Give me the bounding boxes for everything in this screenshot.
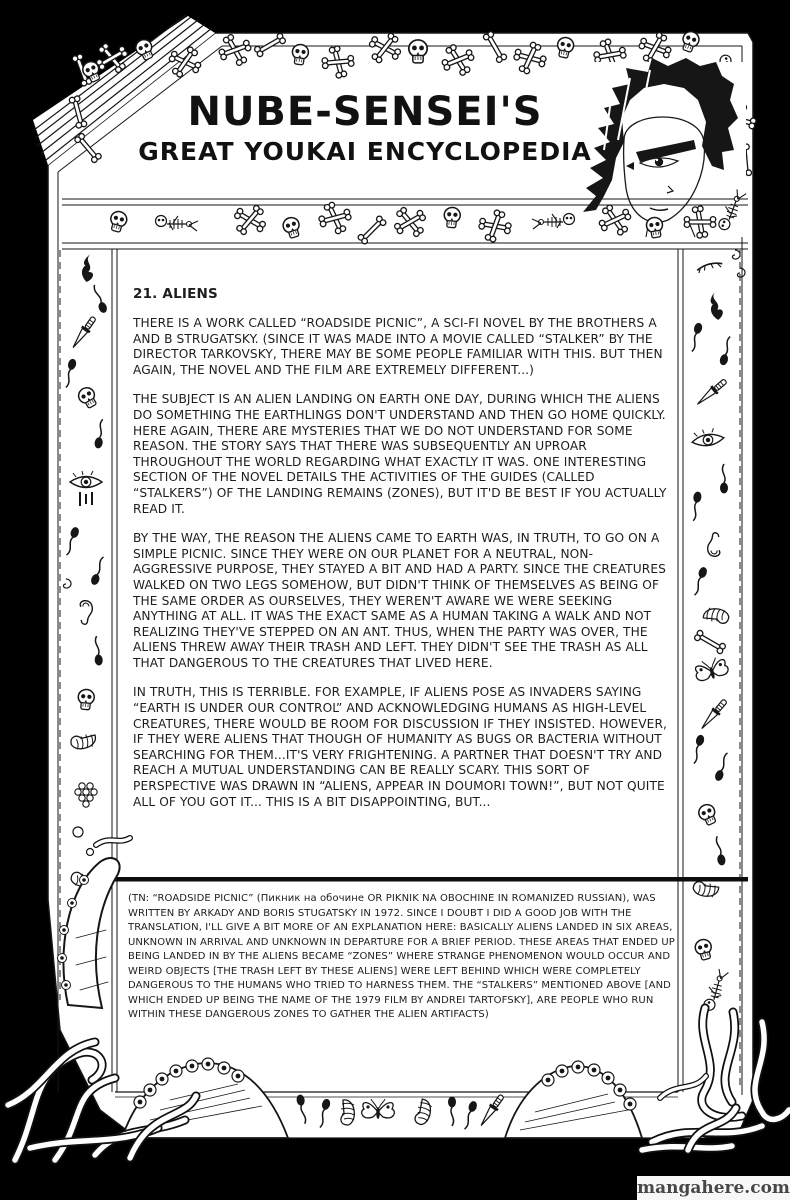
article-body: [133, 286, 669, 824]
article-paragraph: IN TRUTH, THIS IS TERRIBLE. FOR EXAMPLE, IF ALIENS POSE AS INVADERS SAYING “EARTH IS UNDER OUR CONTROL” AND ACKNOWLEDGING HUMANS AS HIGH-LEVEL CREATURES, THERE WOULD BE ROOM FOR DISCUSSION IF THEY INSISTED. HOWEVER, IF THEY WERE ALIENS THAT THOUGH OF HUMANITY AS BUGS OR BACTERIA WITHOUT SEARCHING FOR THEM...IT'S VERY FRIGHTENING. A PARTNER THAT DOESN'T TRY AND REACH A MUTUAL UNDERSTANDING CAN BE REALLY SCARY. THIS SORT OF PERSPECTIVE WAS DRAWN IN “ALIENS, APPEAR IN DOUMORI TOWN!”, BUT NOT QUITE ALL OF YOU GOT IT... THIS IS A BIT DISAPPOINTING, BUT...: [133, 685, 668, 809]
article-paragraph: THE SUBJECT IS AN ALIEN LANDING ON EARTH ONE DAY, DURING WHICH THE ALIENS DO SOMETHING THE EARTHLINGS DON'T UNDERSTAND AND THEN GO HOME QUICKLY. HERE AGAIN, THERE ARE MYSTERIES THAT WE DO NOT UNDERSTAND FOR SOME REASON. THE STORY SAYS THAT THERE WAS SUBSEQUENTLY AN UPROAR THROUGHOUT THE WORLD REGARDING WHAT EXACTLY IT WAS. ONE INTERESTING SECTION OF THE NOVEL DETAILS THE ACTIVITIES OF THE GUIDES (CALLED “STALKERS”) OF THE LANDING REMAINS (ZONES), BUT IT'D BE BEST IF YOU ACTUALLY READ IT.: [133, 392, 667, 516]
article-paragraph: THERE IS A WORK CALLED “ROADSIDE PICNIC”, A SCI-FI NOVEL BY THE BROTHERS A AND B STRUGATSKY. (SINCE IT WAS MADE INTO A MOVIE CALLED “STALKER” BY THE DIRECTOR TARKOVSKY, THERE MAY BE SOME PEOPLE FAMILIAR WITH THIS. BUT THEN AGAIN, THE NOVEL AND THE FILM ARE EXTREMELY DIFFERENT...): [133, 316, 663, 377]
article-paragraph: BY THE WAY, THE REASON THE ALIENS CAME TO EARTH WAS, IN TRUTH, TO GO ON A SIMPLE PICNIC. SINCE THEY WERE ON OUR PLANET FOR A NEUTRAL, NON-AGGRESSIVE PURPOSE, THEY STAYED A BIT AND HAD A PARTY. SINCE THE CREATURES WALKED ON TWO LEGS SOMEHOW, BUT DIDN'T THINK OF THEMSELVES AS BEING OF THE SAME ORDER AS OURSELVES, THEY WEREN'T AWARE WE WERE SEEKING ANYTHING AT ALL. IT WAS THE EXACT SAME AS A HUMAN TAKING A WALK AND NOT REALIZING THEY'VE STEPPED ON AN ANT. THUS, WHEN THE PARTY WAS OVER, THE ALIENS THREW AWAY THEIR TRASH AND LEFT. THEY DIDN'T SEE THE TRASH AS ALL THAT DANGEROUS TO THE CREATURES THAT LIVED HERE.: [133, 531, 666, 670]
encyclopedia-header: [110, 90, 620, 167]
entry-heading: 21. ALIENS: [133, 286, 218, 302]
section-separator: [100, 877, 748, 882]
translator-note: (TN: “ROADSIDE PICNIC” (Пикник на обочине OR PIKNIK NA OBOCHINE IN ROMANIZED RUSSIAN), WAS WRITTEN BY ARKADY AND BORIS STUGATSKY IN 1972. SINCE I DOUBT I DID A GOOD JOB WITH THE TRANSLATION, I'LL GIVE A BIT MORE OF AN EXPLANATION HERE: BASICALLY ALIENS LANDED IN SIX AREAS, UNKNOWN IN ARRIVAL AND UNKNOWN IN DEPARTURE FOR A BRIEF PERIOD. THESE AREAS THAT ENDED UP BEING LANDED IN BY THE ALIENS BECAME “ZONES” WHERE STRANGE PHENOMENON WOULD OCCUR AND WEIRD OBJECTS [THE TRASH LEFT BY THESE ALIENS] WERE LEFT BEHIND WHICH WERE COMPLETELY DANGEROUS TO THE HUMANS WHO TRIED TO HARNESS THEM. THE “STALKERS” MENTIONED ABOVE [AND WHICH ENDED UP BEING THE NAME OF THE 1979 FILM BY ANDREI TARTOFSKY], ARE PEOPLE WHO RUN WITHIN THESE DANGEROUS ZONES TO GATHER THE ALIEN ARTIFACTS): [128, 893, 675, 1020]
site-watermark: mangahere.com: [637, 1178, 790, 1198]
page-subtitle: GREAT YOUKAI ENCYCLOPEDIA: [138, 137, 592, 166]
page-title: NUBE-SENSEI'S: [187, 89, 543, 135]
